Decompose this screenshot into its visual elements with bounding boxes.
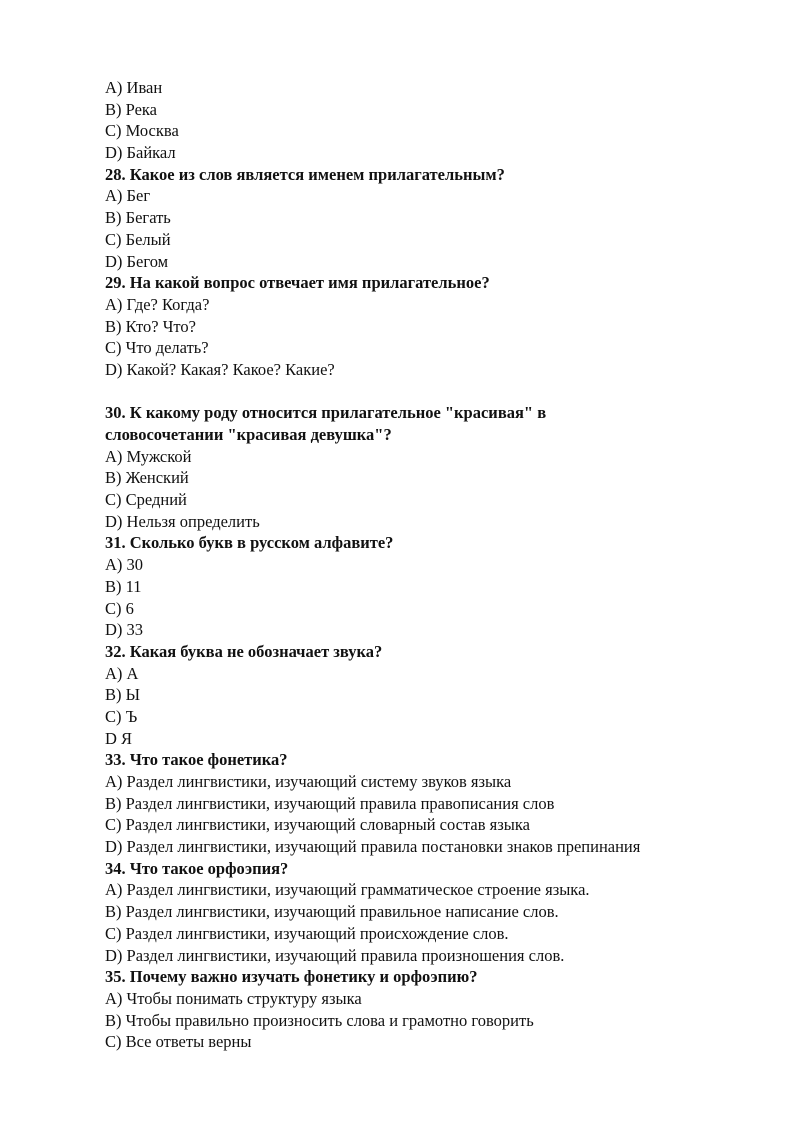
answer-option: A) Мужской (105, 446, 192, 466)
answer-option: C) Ъ (105, 706, 138, 726)
answer-option: D Я (105, 728, 133, 748)
answer-option: A) Раздел лингвистики, изучающий систему звуков языка (105, 772, 512, 791)
question-text: 29. На какой вопрос отвечает имя прилагательное? (105, 273, 490, 293)
answer-option: B) Женский (105, 468, 189, 488)
question-text: 31. Сколько букв в русском алфавите? (105, 533, 394, 553)
answer-option: D) Какой? Какая? Какое? Какие? (105, 359, 335, 379)
answer-option: D) Байкал (105, 143, 176, 163)
question-text: 28. Какое из слов является именем прилагательным? (105, 164, 505, 184)
answer-option: D) Раздел лингвистики, изучающий правила постановки знаков препинания (105, 837, 641, 857)
answer-option: A) Чтобы понимать структуру языка (105, 988, 362, 1008)
question-text: 35. Почему важно изучать фонетику и орфоэпию? (105, 967, 478, 987)
answer-option: B) Река (105, 99, 157, 119)
answer-option: D) Бегом (105, 251, 169, 271)
answer-option: C) Москва (105, 121, 179, 141)
answer-option: B) Раздел лингвистики, изучающий правила правописания слов (105, 793, 555, 813)
answer-option: C) Что делать? (105, 338, 209, 358)
answer-option: A) А (105, 663, 139, 683)
question-text: 33. Что такое фонетика? (105, 750, 288, 770)
question-text: 34. Что такое орфоэпия? (105, 858, 289, 878)
question-text: 30. К какому роду относится прилагательное "красивая" в (105, 403, 547, 423)
answer-option: D) Раздел лингвистики, изучающий правила произношения слов. (105, 945, 565, 965)
answer-option: B) Кто? Что? (105, 316, 196, 336)
answer-option: C) Раздел лингвистики, изучающий словарный состав языка (105, 815, 530, 835)
answer-option: B) 11 (105, 576, 142, 596)
answer-option: B) Бегать (105, 208, 171, 228)
answer-option: B) Раздел лингвистики, изучающий правильное написание слов. (105, 902, 559, 922)
answer-option: D) Нельзя определить (105, 511, 260, 531)
answer-option: A) Раздел лингвистики, изучающий грамматическое строение языка. (105, 880, 590, 900)
answer-option: A) 30 (105, 555, 144, 575)
answer-option: B) Чтобы правильно произносить слова и грамотно говорить (105, 1010, 534, 1030)
answer-option: A) Иван (105, 78, 163, 97)
question-text: 32. Какая буква не обозначает звука? (105, 641, 383, 661)
paragraph-spacer (105, 381, 755, 403)
answer-option: C) Белый (105, 229, 171, 249)
document-body (105, 77, 755, 1053)
answer-option: B) Ы (105, 685, 141, 705)
answer-option: D) 33 (105, 620, 144, 640)
question-text: словосочетании "красивая девушка"? (105, 425, 392, 444)
answer-option: C) 6 (105, 598, 134, 618)
answer-option: C) Все ответы верны (105, 1032, 252, 1052)
answer-option: A) Где? Когда? (105, 294, 210, 314)
answer-option: C) Раздел лингвистики, изучающий происхождение слов. (105, 923, 509, 943)
answer-option: C) Средний (105, 490, 187, 510)
answer-option: A) Бег (105, 186, 151, 206)
